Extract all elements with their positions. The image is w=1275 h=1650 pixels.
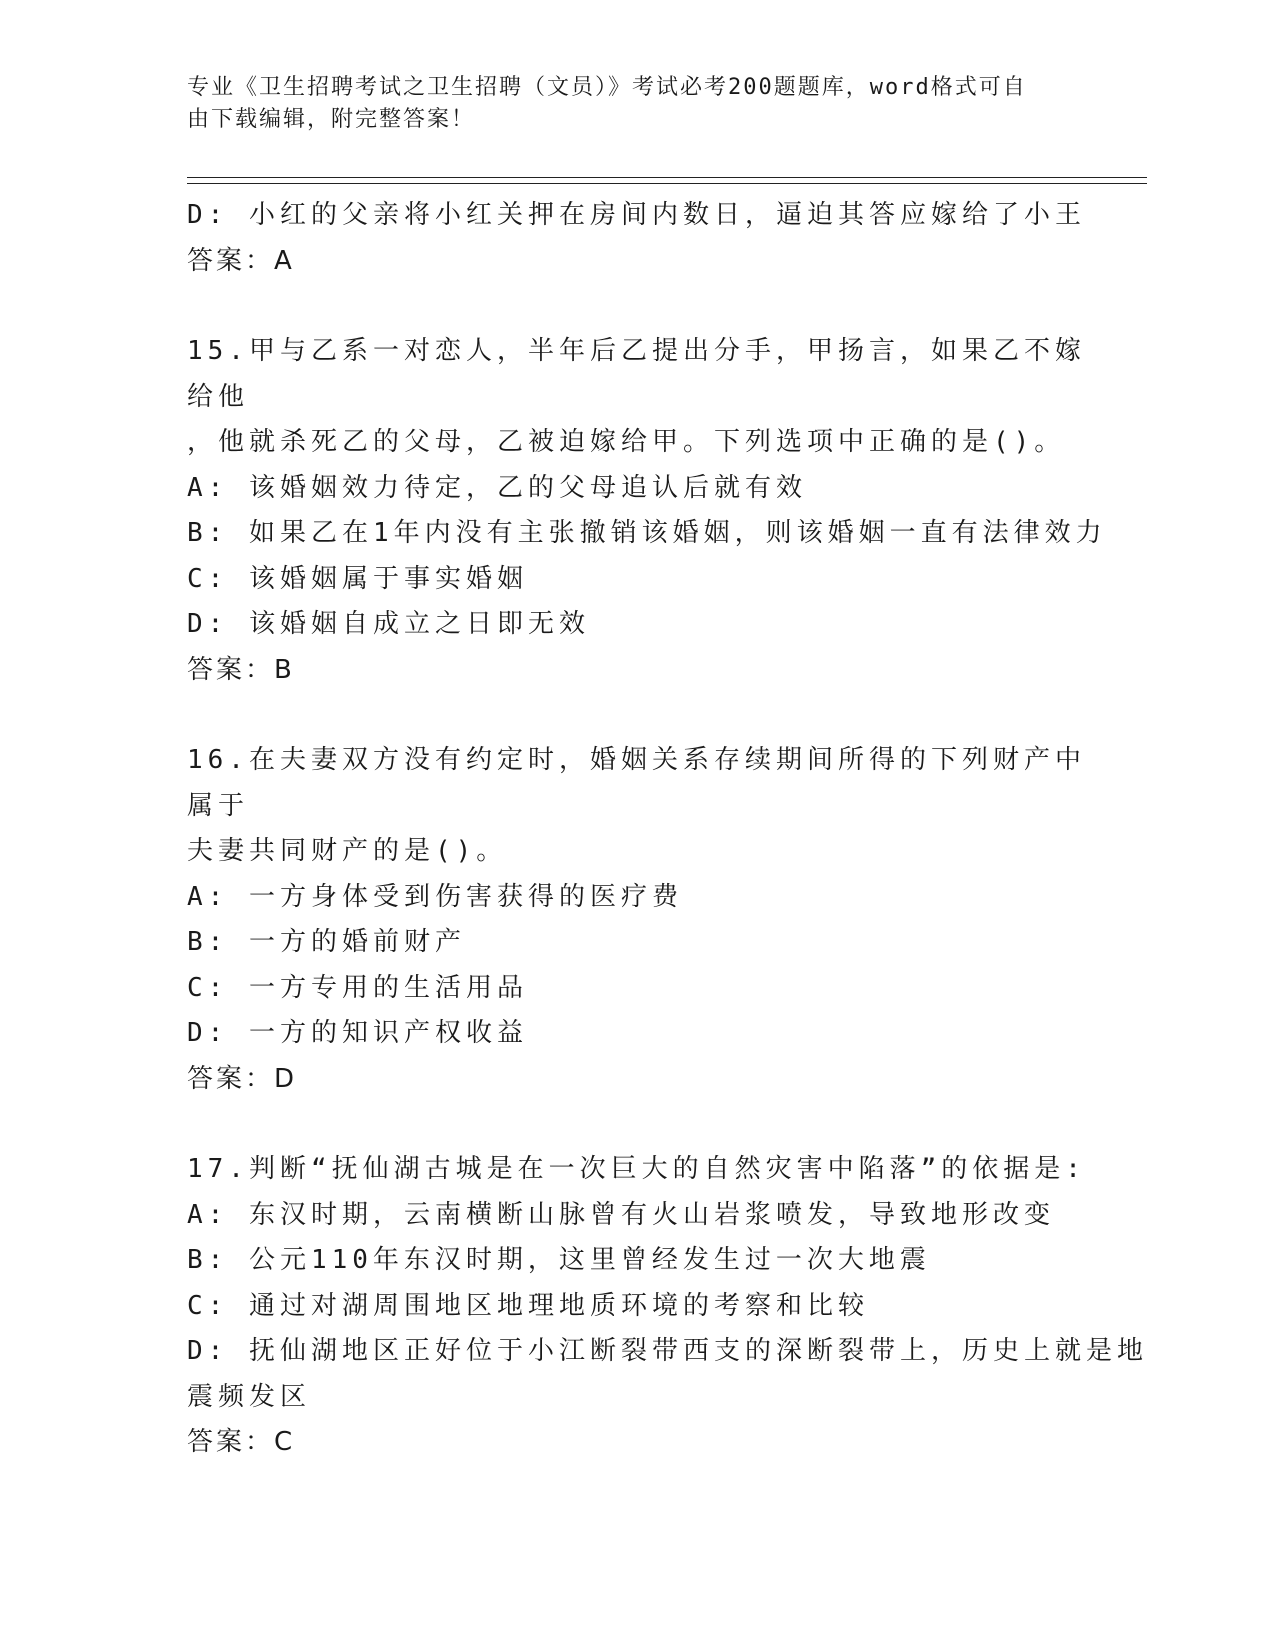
option-b: B: 如果乙在1年内没有主张撤销该婚姻，则该婚姻一直有法律效力 (187, 518, 1107, 548)
header-line-1: 专业《卫生招聘考试之卫生招聘（文员）》考试必考200题题库，word格式可自 (187, 75, 1027, 100)
option-d: D: 抚仙湖地区正好位于小江断裂带西支的深断裂带上，历史上就是地 (187, 1336, 1148, 1366)
option-a: A: 该婚姻效力待定，乙的父母追认后就有效 (187, 472, 807, 503)
option-d-continuation: 震频发区 (187, 1381, 312, 1412)
option-d: D: 一方的知识产权收益 (187, 1018, 528, 1048)
option-d: D: 该婚姻自成立之日即无效 (187, 609, 590, 639)
page-header (187, 72, 1067, 136)
option-d: D: 小红的父亲将小红关押在房间内数日，逼迫其答应嫁给了小王 (187, 200, 1086, 230)
document-body (187, 193, 1148, 1466)
header-line-2: 由下载编辑，附完整答案！ (187, 107, 476, 132)
question-15 (187, 329, 1107, 693)
header-divider-bottom (187, 183, 1147, 184)
option-c: C: 通过对湖周围地区地理地质环境的考察和比较 (187, 1290, 869, 1321)
header-divider-top (187, 177, 1147, 178)
option-c: C: 该婚姻属于事实婚姻 (187, 563, 528, 594)
question-title-line-1: 16.在夫妻双方没有约定时，婚姻关系存续期间所得的下列财产中属于 (187, 745, 1086, 821)
option-c: C: 一方专用的生活用品 (187, 972, 528, 1003)
previous-question-tail (187, 193, 1087, 284)
question-17 (187, 1147, 1148, 1466)
answer: 答案：A (187, 245, 295, 276)
question-title-line-2: 夫妻共同财产的是()。 (187, 836, 508, 866)
answer: 答案：D (187, 1063, 298, 1094)
option-b: B: 公元110年东汉时期，这里曾经发生过一次大地震 (187, 1245, 931, 1275)
answer: 答案：B (187, 654, 295, 685)
option-a: A: 东汉时期，云南横断山脉曾有火山岩浆喷发，导致地形改变 (187, 1199, 1055, 1230)
question-title-line-1: 15.甲与乙系一对恋人，半年后乙提出分手，甲扬言，如果乙不嫁给他 (187, 336, 1086, 412)
option-a: A: 一方身体受到伤害获得的医疗费 (187, 881, 683, 912)
question-title-line-2: ，他就杀死乙的父母，乙被迫嫁给甲。下列选项中正确的是()。 (187, 427, 1066, 457)
option-b: B: 一方的婚前财产 (187, 927, 466, 957)
question-title-line-1: 17.判断“抚仙湖古城是在一次巨大的自然灾害中陷落”的依据是: (187, 1154, 1086, 1184)
question-16 (187, 738, 1087, 1102)
answer: 答案：C (187, 1427, 296, 1457)
